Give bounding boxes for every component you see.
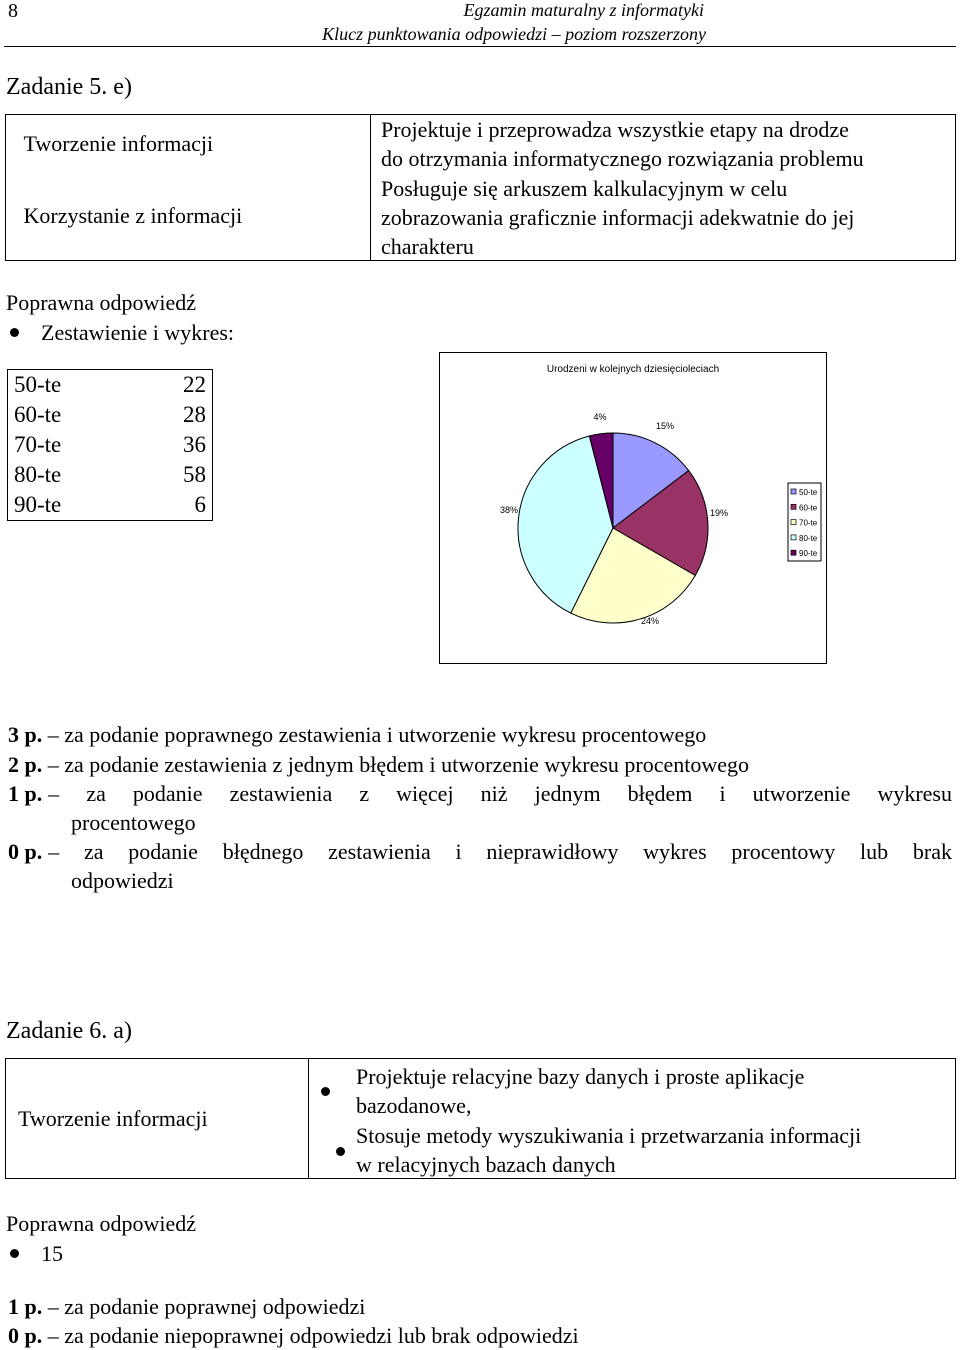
row-value: 58 bbox=[183, 462, 206, 487]
score-points: 0 p. bbox=[8, 839, 43, 864]
task6a-bullet2a: Stosuje metody wyszukiwania i przetwarzania informacji bbox=[356, 1123, 862, 1148]
legend-swatch bbox=[791, 535, 796, 540]
legend-label: 70-te bbox=[799, 518, 818, 528]
chart-title: Urodzeni w kolejnych dziesięcioleciach bbox=[546, 364, 720, 375]
legend-label: 90-te bbox=[799, 549, 818, 559]
page-number: 8 bbox=[8, 0, 18, 22]
task5e-heading: Zadanie 5. e) bbox=[6, 74, 132, 100]
bullet-icon bbox=[336, 1147, 345, 1156]
task5e-left-1: Tworzenie informacji bbox=[23, 130, 214, 156]
score-line bbox=[8, 752, 749, 778]
score-points: 2 p. bbox=[8, 752, 43, 777]
task6a-answer-label: Poprawna odpowiedź bbox=[6, 1211, 197, 1236]
task6a-skills-table bbox=[5, 1058, 956, 1179]
legend-swatch bbox=[791, 489, 796, 494]
bullet-icon bbox=[10, 1249, 19, 1258]
task6a-left: Tworzenie informacji bbox=[18, 1106, 208, 1131]
legend-label: 50-te bbox=[799, 488, 818, 497]
score-text: – za podanie poprawnej odpowiedzi bbox=[47, 1294, 366, 1319]
score-points: 0 p. bbox=[8, 1323, 43, 1348]
pie-slice-label: 19% bbox=[709, 508, 729, 518]
legend-swatch bbox=[791, 504, 796, 509]
row-label: 50-te bbox=[14, 372, 62, 397]
pie-slice-label: 38% bbox=[499, 505, 519, 515]
score-text: – za podanie zestawienia z jednym błędem i utworzenie wykresu procentowego bbox=[47, 752, 750, 777]
task5e-bullet bbox=[10, 320, 234, 346]
pie-chart bbox=[440, 353, 826, 663]
pie-slice-label: 4% bbox=[593, 412, 607, 422]
row-value: 22 bbox=[183, 372, 206, 397]
score-points: 1 p. bbox=[8, 781, 43, 806]
task6a-answer-value: 15 bbox=[41, 1241, 63, 1266]
row-value: 28 bbox=[183, 402, 206, 427]
task6a-heading: Zadanie 6. a) bbox=[6, 1018, 132, 1044]
task5e-right-2c: charakteru bbox=[381, 234, 474, 259]
task5e-skills-table bbox=[5, 114, 956, 261]
task6a-bullet2b: w relacyjnych bazach danych bbox=[356, 1152, 616, 1177]
score-points: 1 p. bbox=[8, 1294, 43, 1319]
task6a-left-cell bbox=[6, 1059, 309, 1179]
task6a-answer bbox=[10, 1241, 63, 1267]
task5e-left-2: Korzystanie z informacji bbox=[23, 202, 243, 228]
task5e-data-table bbox=[7, 369, 213, 521]
score-line bbox=[8, 722, 706, 748]
task5e-right-2b: zobrazowania graficznie informacji adekwatnie do jej bbox=[381, 205, 855, 230]
task6a-bullet1a: Projektuje relacyjne bazy danych i proste aplikacje bbox=[356, 1064, 805, 1089]
pie-slice-label: 24% bbox=[640, 616, 660, 626]
task5e-right-2a: Posługuje się arkuszem kalkulacyjnym w celu bbox=[381, 176, 788, 201]
table-row bbox=[8, 490, 212, 520]
header-divider bbox=[4, 46, 956, 47]
task5e-right-1a: Projektuje i przeprowadza wszystkie etapy na drodze bbox=[381, 117, 849, 142]
legend-swatch bbox=[791, 550, 796, 555]
header-title-line2: Klucz punktowania odpowiedzi – poziom rozszerzony bbox=[322, 24, 706, 44]
task6a-bullet1b: bazodanowe, bbox=[356, 1093, 472, 1118]
legend-label: 60-te bbox=[799, 503, 818, 513]
score-text-cont: procentowego bbox=[71, 810, 196, 835]
bullet-icon bbox=[321, 1087, 330, 1096]
legend-label: 80-te bbox=[799, 533, 818, 543]
task5e-left-cell bbox=[6, 115, 371, 261]
score-line bbox=[8, 1294, 365, 1320]
pie-slice-label: 15% bbox=[655, 421, 675, 431]
score-text: – za podanie zestawienia z więcej niż jednym błędem i utworzenie wykresu bbox=[48, 781, 952, 806]
score-line bbox=[8, 1323, 579, 1349]
score-text: – za podanie błędnego zestawienia i nieprawidłowy wykres procentowy lub brak bbox=[48, 839, 952, 864]
row-label: 90-te bbox=[14, 492, 62, 517]
task6a-right-cell bbox=[309, 1059, 956, 1179]
row-label: 80-te bbox=[14, 462, 62, 487]
task5e-bullet-text: Zestawienie i wykres: bbox=[41, 320, 235, 345]
task5e-right-1b: do otrzymania informatycznego rozwiązania problemu bbox=[381, 146, 864, 171]
score-text: – za podanie poprawnego zestawienia i utworzenie wykresu procentowego bbox=[47, 722, 707, 747]
score-line bbox=[8, 781, 952, 807]
table-row bbox=[8, 460, 212, 490]
score-line bbox=[8, 839, 952, 865]
table-row bbox=[8, 430, 212, 460]
score-text: – za podanie niepoprawnej odpowiedzi lub brak odpowiedzi bbox=[47, 1323, 579, 1348]
score-points: 3 p. bbox=[8, 722, 43, 747]
score-text-cont: odpowiedzi bbox=[71, 868, 174, 893]
row-value: 6 bbox=[194, 492, 206, 517]
table-row bbox=[8, 370, 212, 400]
row-label: 70-te bbox=[14, 432, 62, 457]
row-label: 60-te bbox=[14, 402, 62, 427]
row-value: 36 bbox=[183, 432, 206, 457]
legend-swatch bbox=[791, 520, 796, 525]
table-row bbox=[8, 400, 212, 430]
pie-chart-box bbox=[439, 352, 827, 664]
header-title-line1: Egzamin maturalny z informatyki bbox=[463, 0, 704, 20]
task5e-right-cell bbox=[371, 115, 956, 261]
bullet-icon bbox=[10, 328, 19, 337]
task5e-answer-label: Poprawna odpowiedź bbox=[6, 290, 197, 315]
